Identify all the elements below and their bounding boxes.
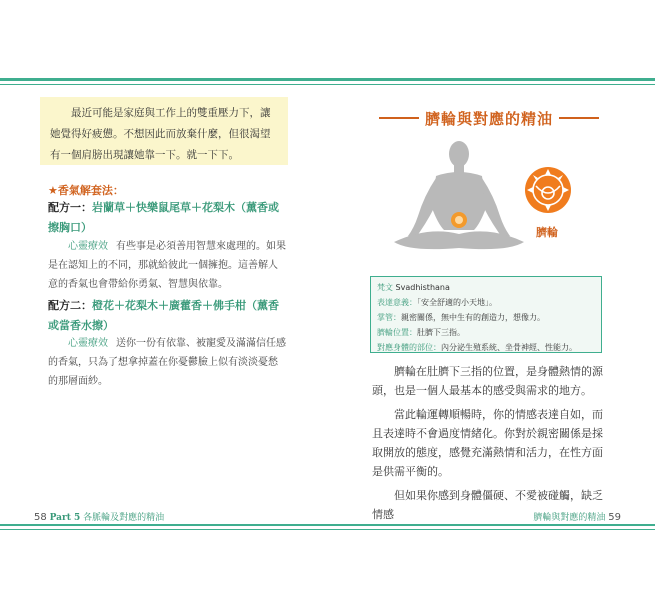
sanskrit-row: [377, 280, 595, 295]
effect-one: [48, 237, 286, 294]
formula-one: [48, 198, 286, 238]
effect-one-text: 有些事是必須善用智慧來處理的。如果是在認知上的不同，那就給彼此一個擁抱。這善解人意的香氣也會帶給你勇氣、智慧與依靠。: [48, 241, 286, 290]
effect-two-label: 心靈療效: [68, 338, 108, 349]
story-quote-text: 最近可能是家庭與工作上的雙重壓力下，讓她覺得好疲憊。不想因此而放棄什麼，但很渴望有一個肩膀出現讓她靠一下。就一下下。: [50, 107, 271, 161]
title-dash-left: [379, 117, 419, 119]
chakra-name: 臍輪: [536, 226, 558, 239]
info-row: [377, 325, 595, 340]
body-paragraph: 當此輪運轉順暢時，你的情感表達自如，而且表達時不會過度情緒化。你對於親密關係是採取開放的態度，感覺充滿熱情和活力，在性方面是供需平衡的。: [372, 408, 603, 478]
part-label: Part 5: [49, 513, 81, 523]
sacral-chakra-icon: [524, 166, 572, 214]
bottom-rule-thin: [0, 529, 655, 530]
formula-one-prefix: 配方一：: [48, 201, 92, 214]
left-page-number: 58: [34, 512, 47, 523]
body-text: [372, 362, 606, 529]
formula-two-prefix: 配方二：: [48, 299, 92, 312]
info-key: 掌管：: [377, 313, 401, 322]
meditation-figure-illustration: [388, 138, 530, 260]
body-paragraph: 但如果你感到身體僵硬、不愛被碰觸，缺乏情感: [372, 489, 603, 521]
info-value: 親密關係，無中生有的創造力，想像力。: [401, 313, 545, 322]
remedy-title: ★香氣解套法：: [48, 184, 124, 197]
sanskrit-value: Svadhisthana: [395, 283, 450, 292]
effect-two-text: 送你一份有依靠、被寵愛及滿滿信任感的香氣，只為了想拿掉蓋在你憂鬱臉上似有淡淡憂愁的那層面紗。: [48, 338, 286, 387]
right-chapter-label: 臍輪與對應的精油: [533, 513, 606, 523]
info-row: [377, 310, 595, 325]
top-rule-thin: [0, 84, 655, 85]
effect-one-label: 心靈療效: [68, 241, 108, 252]
formula-two: [48, 296, 286, 336]
left-chapter-label: 各脈輪及對應的精油: [83, 513, 165, 523]
sanskrit-label: 梵文: [377, 283, 393, 292]
formula-two-herbs: 橙花＋花梨木＋廣藿香＋佛手柑（薰香或當香水擦）: [48, 299, 279, 332]
left-footer: [34, 510, 164, 523]
effect-two: [48, 334, 286, 391]
info-value: 內分泌生殖系統、坐骨神經、性能力。: [441, 343, 577, 352]
info-key: 對應身體的部位：: [377, 343, 441, 352]
top-rule: [0, 78, 655, 81]
section-title: [373, 106, 605, 130]
right-footer: [533, 510, 621, 523]
info-value: 肚臍下三指。: [417, 328, 465, 337]
info-row: [377, 340, 595, 355]
info-value: 「安全舒適的小天地」。: [417, 298, 497, 307]
info-key: 表達意義：: [377, 298, 417, 307]
chakra-info-box: [370, 276, 602, 353]
info-key: 臍輪位置：: [377, 328, 417, 337]
info-row: [377, 295, 595, 310]
formula-one-herbs: 岩蘭草＋快樂鼠尾草＋花梨木（薰香或擦胸口）: [48, 201, 279, 234]
story-quote-box: [40, 97, 288, 165]
body-paragraph: 臍輪在肚臍下三指的位置，是身體熱情的源頭，也是一個人最基本的感受與需求的地方。: [372, 365, 603, 397]
title-dash-right: [559, 117, 599, 119]
section-title-text: 臍輪與對應的精油: [424, 109, 553, 128]
right-page-number: 59: [608, 512, 621, 523]
